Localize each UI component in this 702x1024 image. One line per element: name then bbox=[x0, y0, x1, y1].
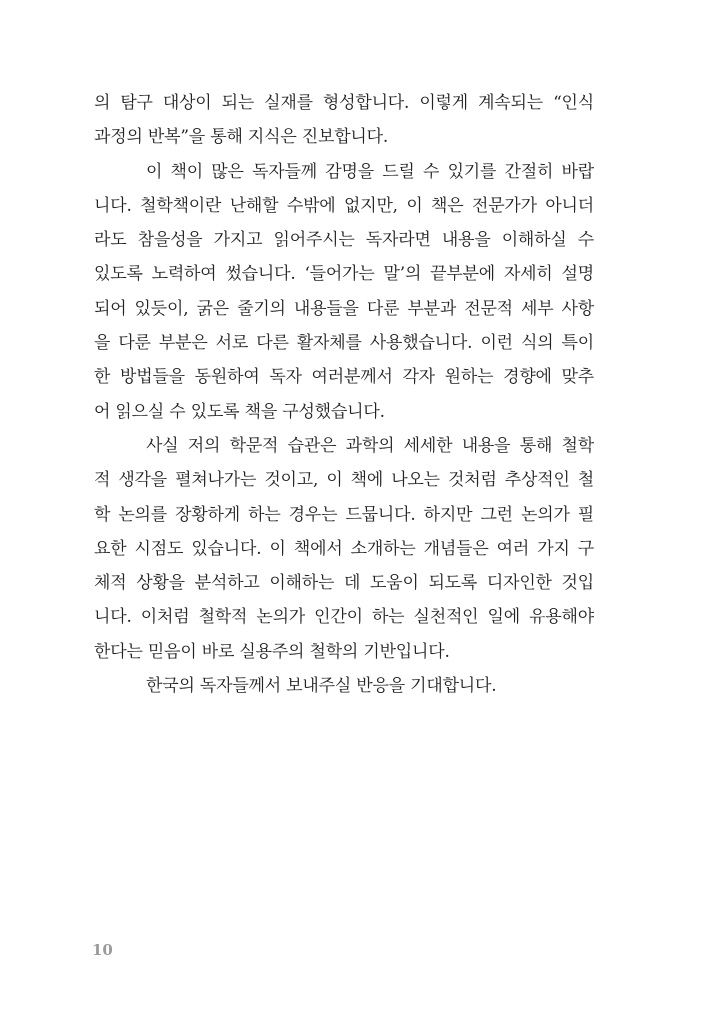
text-line-paragraph-start: 한국의 독자들께서 보내주실 반응을 기대합니다. bbox=[146, 676, 497, 697]
text-line: 라도 참을성을 가지고 읽어주시는 독자라면 내용을 이해하실 수 bbox=[94, 230, 594, 251]
text-line: 니다. 이처럼 철학적 논의가 인간이 하는 실천적인 일에 유용해야 bbox=[94, 607, 594, 628]
text-line: 어 읽으실 수 있도록 책을 구성했습니다. bbox=[94, 401, 385, 422]
text-line: 한다는 믿음이 바로 실용주의 철학의 기반입니다. bbox=[94, 641, 450, 662]
text-line: 요한 시점도 있습니다. 이 책에서 소개하는 개념들은 여러 가지 구 bbox=[94, 538, 594, 559]
text-line: 적 생각을 펼쳐나가는 것이고, 이 책에 나오는 것처럼 추상적인 철 bbox=[94, 470, 594, 491]
text-line: 되어 있듯이, 굵은 줄기의 내용들을 다룬 부분과 전문적 세부 사항 bbox=[94, 298, 594, 319]
text-line: 과정의 반복”을 통해 지식은 진보합니다. bbox=[94, 127, 389, 148]
body-text bbox=[94, 86, 594, 703]
text-line: 있도록 노력하여 썼습니다. ‘들어가는 말’의 끝부분에 자세히 설명 bbox=[94, 264, 594, 285]
text-line: 학 논의를 장황하게 하는 경우는 드뭅니다. 하지만 그런 논의가 필 bbox=[94, 504, 594, 525]
text-line-paragraph-start: 사실 저의 학문적 습관은 과학의 세세한 내용을 통해 철학 bbox=[146, 435, 594, 456]
text-line-paragraph-start: 이 책이 많은 독자들께 감명을 드릴 수 있기를 간절히 바랍 bbox=[146, 161, 594, 182]
text-line: 한 방법들을 동원하여 독자 여러분께서 각자 원하는 경향에 맞추 bbox=[94, 367, 594, 388]
text-line: 을 다룬 부분은 서로 다른 활자체를 사용했습니다. 이런 식의 특이 bbox=[94, 333, 594, 354]
text-line: 의 탐구 대상이 되는 실재를 형성합니다. 이렇게 계속되는 “인식 bbox=[94, 93, 594, 113]
text-line: 체적 상황을 분석하고 이해하는 데 도움이 되도록 디자인한 것입 bbox=[94, 573, 594, 594]
text-line: 니다. 철학책이란 난해할 수밖에 없지만, 이 책은 전문가가 아니더 bbox=[94, 195, 594, 216]
page-number: 10 bbox=[92, 941, 113, 959]
